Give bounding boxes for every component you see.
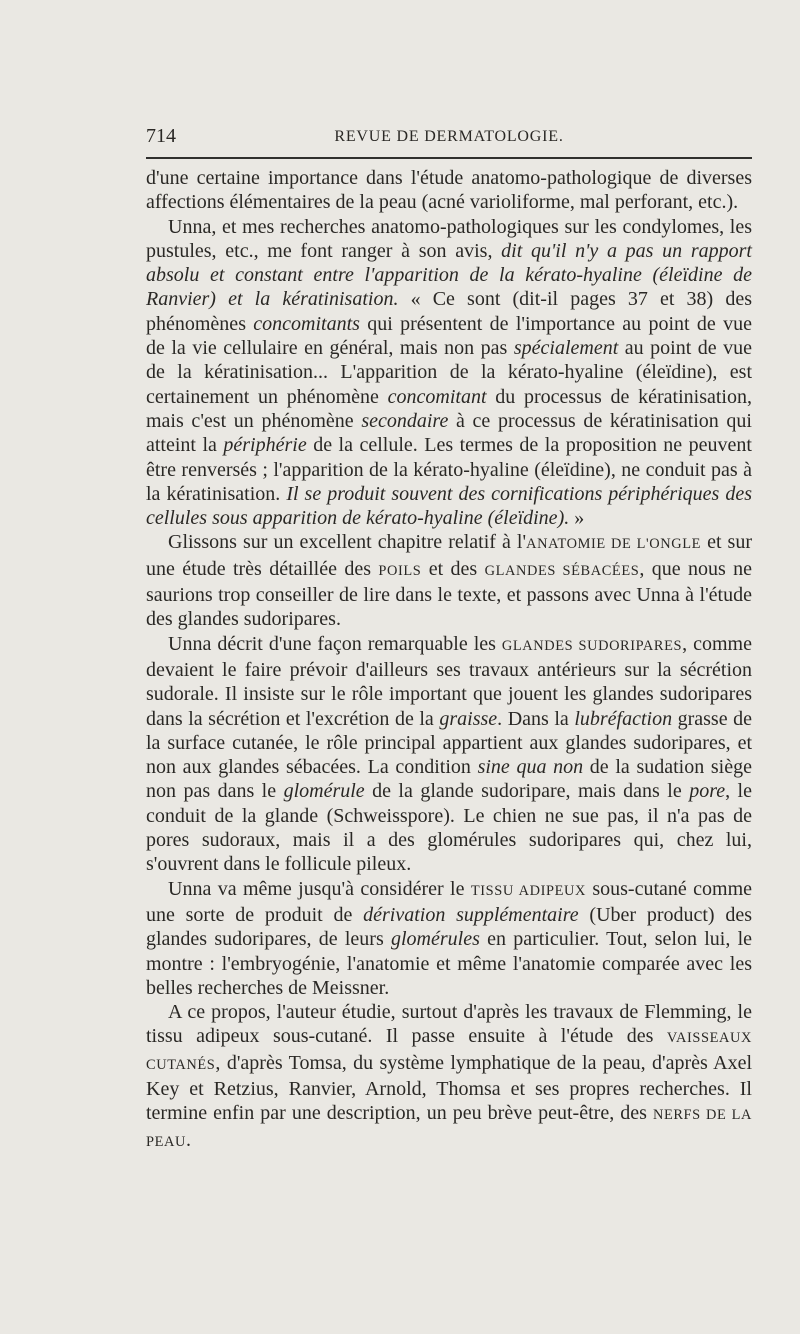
italic-term: graisse — [439, 707, 498, 730]
italic-term: concomitant — [387, 385, 487, 408]
small-caps-term: TISSU ADIPEUX — [470, 882, 586, 899]
journal-title: REVUE DE DERMATOLOGIE. — [334, 128, 564, 145]
italic-phrase: dérivation supplémentaire — [363, 903, 579, 926]
italic-term: secondaire — [361, 409, 449, 432]
small-caps-term: VAISSEAUX CUTANÉS — [146, 1030, 752, 1073]
paragraph-4: Unna décrit d'une façon remarquable les GLANDES SUDORIPARES, comme devaient le faire prévoir d'ailleurs ses travaux antérieurs sur la sécrétion sudorale. Il insiste sur le rôle important que jouent les glandes sudoripares dans la sécrétion et l'excrétion de la graisse. Dans la lubréfaction grasse de la surface cutanée, le rôle principal appartient aux glandes sudoripares, et non aux glandes sébacées. La condition sine qua non de la sudation siège non pas dans le glomérule de la glande sudoripare, mais dans le pore, le conduit de la glande (Schweisspore). Le chien ne sue pas, il n'a pas de pores sudoraux, mais il a des glomérules sudoripares qui, chez lui, s'ouvrent dans le follicule pileux. — [146, 632, 753, 876]
small-caps-term: GLANDES SUDORIPARES — [501, 637, 683, 654]
italic-term: glomérule — [283, 780, 365, 803]
italic-term: pore — [689, 780, 726, 803]
italic-phrase: dit qu'il n'y a pas un rapport absolu et constant entre l'apparition de la kérato-hyaline (éleïdine de Ranvier) et la kératinisation. — [146, 239, 752, 311]
italic-term: périphérie — [223, 434, 307, 457]
paragraph-2: Unna, et mes recherches anatomo-pathologiques sur les condylomes, les pustules, etc., me font ranger à son avis, dit qu'il n'y a pas un rapport absolu et constant entre l'apparition de la kérato-hyaline (éleïdine de Ranvier) et la kératinisation. « Ce sont (dit-il pages 37 et 38) des phénomènes concomitants qui présentent de l'importance au point de vue de la vie cellulaire en général, mais non pas spécialement au point de vue de la kératinisation... L'apparition de la kérato-hyaline (éleïdine), est certainement un phénomène concomitant du processus de kératinisation, mais c'est un phénomène secondaire à ce processus de kératinisation qui atteint la périphérie de la cellule. Les termes de la proposition ne peuvent être renversés ; l'apparition de la kérato-hyaline (éleïdine), ne conduit pas à la kératinisation. Il se produit souvent des cornifications périphériques des cellules sous apparition de kérato-hyaline (éleïdine). » — [146, 215, 753, 530]
italic-term: lubréfaction — [574, 707, 673, 730]
italic-term: sine qua non — [477, 756, 584, 779]
paragraph-6: A ce propos, l'auteur étudie, surtout d'après les travaux de Flemming, le tissu adipeux sous-cutané. Il passe ensuite à l'étude des VAISSEAUX CUTANÉS, d'après Tomsa, du système lymphatique de la peau, d'après Axel Key et Retzius, Ranvier, Arnold, Thomsa et ses propres recherches. Il termine enfin par une description, un peu brève peut-être, des NERFS DE LA PEAU. — [146, 1001, 752, 1151]
small-caps-term: POILS — [378, 562, 422, 579]
italic-phrase: Il se produit souvent des cornifications périphériques des cellules sous apparition de kérato-hyaline (éleïdine). — [146, 482, 752, 530]
italic-term: spécialement — [513, 337, 619, 360]
italic-term: glomérules — [390, 928, 480, 951]
small-caps-term: NERFS DE LA PEAU — [146, 1107, 752, 1150]
small-caps-term: ANATOMIE DE L'ONGLE — [526, 536, 702, 553]
header-rule — [146, 157, 752, 159]
running-head — [146, 124, 752, 148]
paragraph-5: Unna va même jusqu'à considérer le TISSU ADIPEUX sous-cutané comme une sorte de produit de dérivation supplémentaire (Uber product) des glandes sudoripares, de leurs glomérules en particulier. Tout, selon lui, le montre : l'embryogénie, l'anatomie et même l'anatomie comparée avec les belles recherches de Meissner. — [146, 877, 753, 999]
paragraph-3: Glissons sur un excellent chapitre relatif à l'ANATOMIE DE L'ONGLE et sur une étude très détaillée des POILS et des GLANDES SÉBACÉES, que nous ne saurions trop conseiller de lire dans le texte, et passons avec Unna à l'étude des glandes sudoripares. — [146, 531, 752, 631]
small-caps-term: GLANDES SÉBACÉES — [484, 562, 640, 579]
body-text — [146, 166, 752, 1154]
italic-term: concomitants — [253, 312, 360, 335]
page-number: 714 — [146, 125, 176, 147]
paragraph-1: d'une certaine importance dans l'étude anatomo-pathologique de diverses affections élémentaires de la peau (acné varioliforme, mal perforant, etc.). — [146, 167, 752, 214]
